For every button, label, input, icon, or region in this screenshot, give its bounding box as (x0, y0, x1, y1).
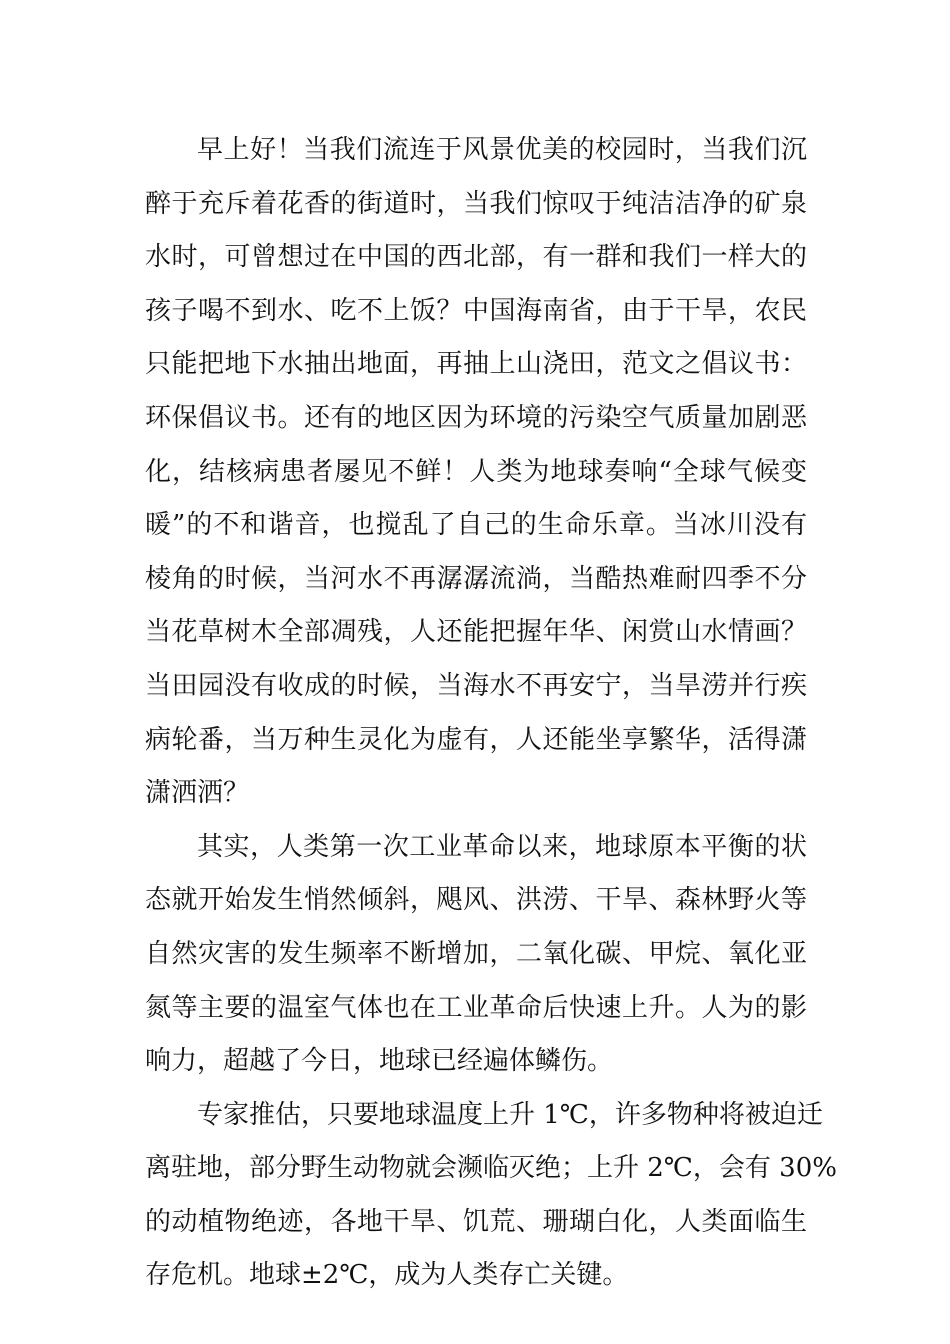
text-line: 暖”的不和谐音，也搅乱了自己的生命乐章。当冰川没有 (145, 510, 807, 541)
text-line: 离驻地，部分野生动物就会濒临灭绝；上升 2℃，会有 30% (145, 1153, 837, 1184)
text-line: 当田园没有收成的时候，当海水不再安宁，当旱涝并行疾 (145, 670, 807, 701)
text-line: 醉于充斥着花香的街道时，当我们惊叹于纯洁洁净的矿泉 (145, 188, 807, 219)
text-line: 自然灾害的发生频率不断增加，二氧化碳、甲烷、氧化亚 (145, 938, 807, 969)
text-line: 潇洒洒？ (145, 778, 250, 809)
text-line: 氮等主要的温室气体也在工业革命后快速上升。人为的影 (145, 992, 807, 1023)
text-line: 只能把地下水抽出地面，再抽上山浇田，范文之倡议书： (145, 349, 807, 380)
paragraph-3 (145, 1089, 837, 1303)
text-line: 早上好！当我们流连于风景优美的校园时，当我们沉 (197, 135, 807, 165)
text-line: 专家推估，只要地球温度上升 1℃，许多物种将被迫迁 (197, 1099, 823, 1130)
paragraph-2 (145, 821, 807, 1089)
text-line: 的动植物绝迹，各地干旱、饥荒、珊瑚白化，人类面临生 (145, 1206, 807, 1237)
text-line: 棱角的时候，当河水不再潺潺流淌，当酷热难耐四季不分 (145, 563, 807, 594)
text-line: 当花草树木全部凋残，人还能把握年华、闲赏山水情画？ (145, 617, 807, 648)
text-line: 水时，可曾想过在中国的西北部，有一群和我们一样大的 (145, 242, 807, 273)
document-body (145, 124, 837, 1303)
text-line: 病轮番，当万种生灵化为虚有，人还能坐享繁华，活得潇 (145, 724, 807, 755)
text-line: 存危机。地球±2℃，成为人类存亡关键。 (145, 1260, 629, 1291)
text-line: 环保倡议书。还有的地区因为环境的污染空气质量加剧恶 (145, 402, 807, 433)
text-line: 其实，人类第一次工业革命以来，地球原本平衡的状 (197, 831, 807, 862)
text-line: 孩子喝不到水、吃不上饭？中国海南省，由于干旱，农民 (145, 295, 807, 326)
text-line: 态就开始发生悄然倾斜，飓风、洪涝、干旱、森林野火等 (145, 885, 807, 916)
text-line: 响力，超越了今日，地球已经遍体鳞伤。 (145, 1046, 614, 1077)
paragraph-1 (145, 124, 807, 821)
text-line: 化，结核病患者屡见不鲜！人类为地球奏响“全球气候变 (145, 456, 807, 487)
